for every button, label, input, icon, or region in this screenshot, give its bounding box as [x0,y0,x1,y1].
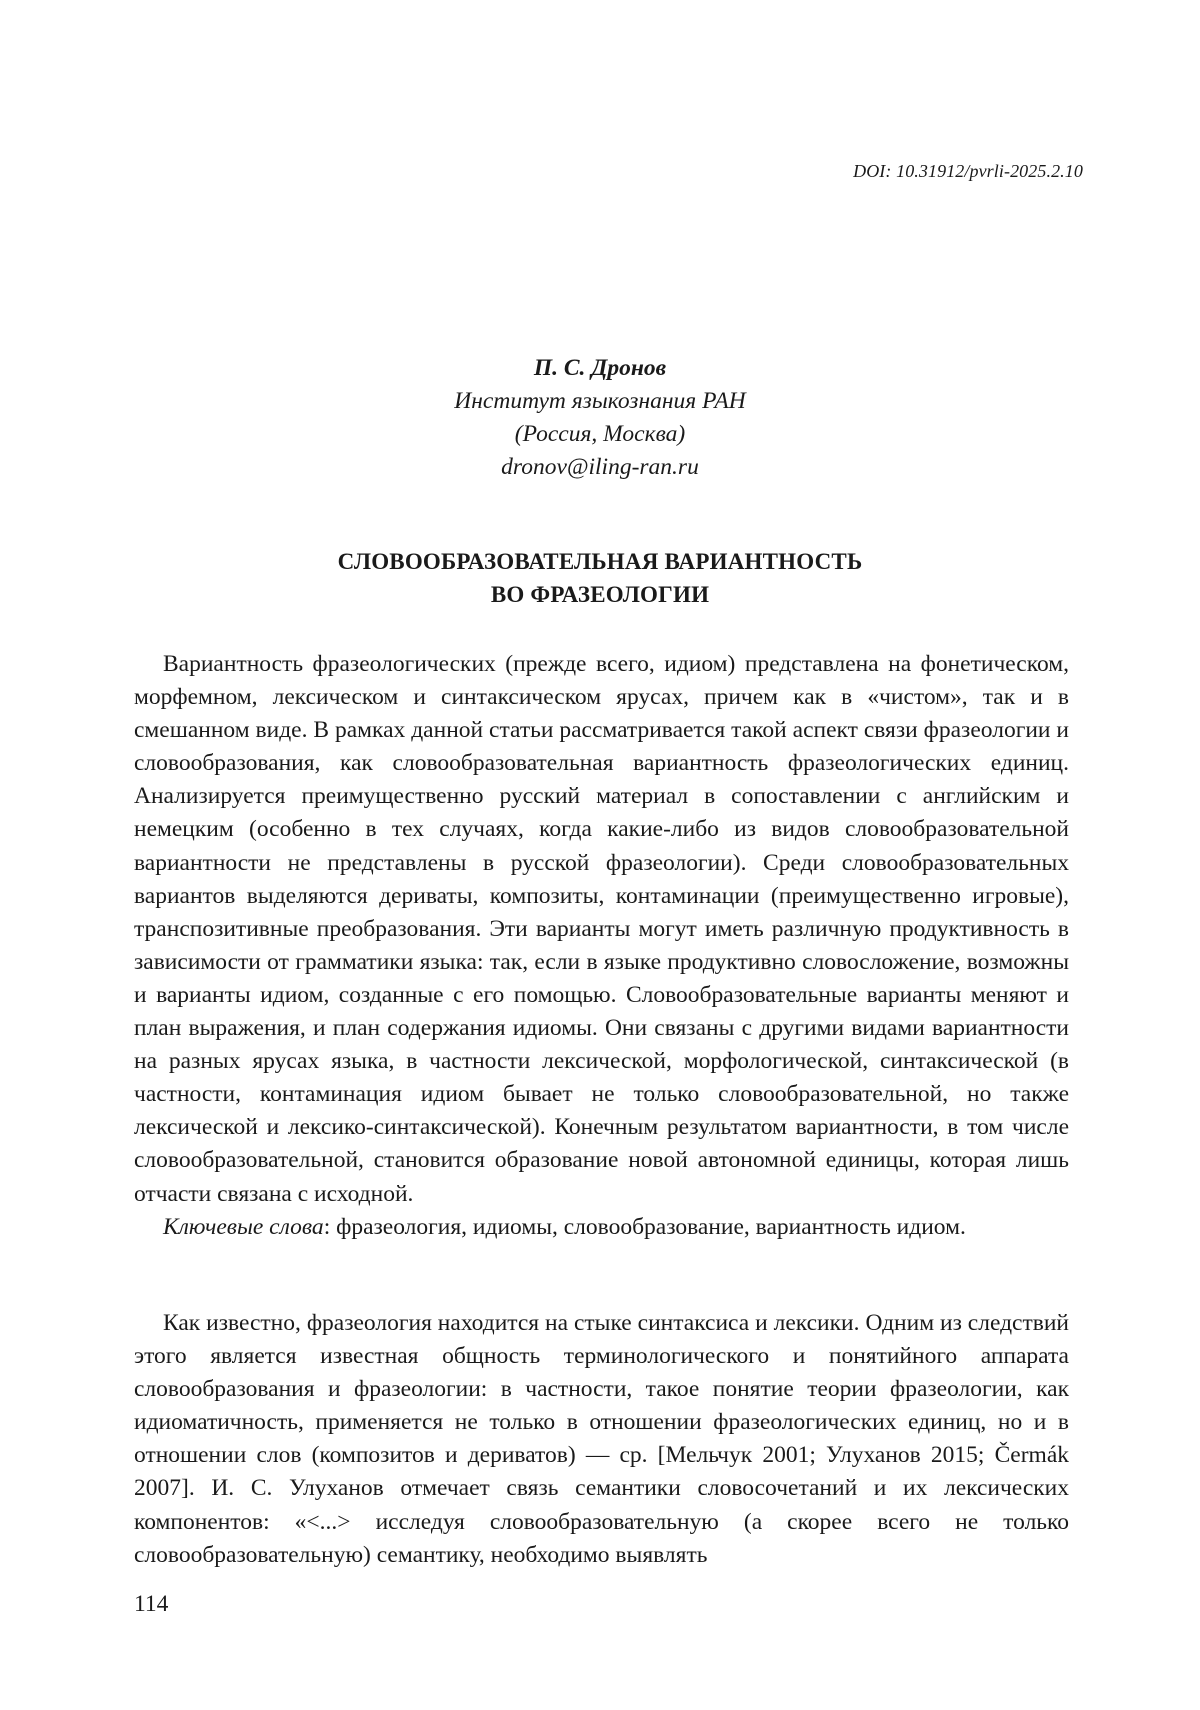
keywords-separator: : [323,1213,337,1240]
article-title-line-2: ВО ФРАЗЕОЛОГИИ [490,582,710,607]
doi-identifier[interactable]: DOI: 10.31912/pvrli-2025.2.10 [853,161,1083,181]
author-location: (Россия, Москва) [514,421,686,447]
keywords-text: фразеология, идиомы, словообразование, вариантность идиом. [336,1213,966,1240]
author-email[interactable]: dronov@iling-ran.ru [501,454,699,480]
page-number: 114 [134,1591,169,1617]
abstract-paragraph: Вариантность фразеологических (прежде всего, идиом) представлена на фонетическом, морфемном, лексическом и синтаксическом ярусах, причем как в «чистом», так и в смешанном виде. В рамках данной статьи рассматривается такой аспект связи фразеологии и словообразования, как словообразовательная вариантность фразеологических единиц. Анализируется преимущественно русский материал в сопоставлении с английским и немецким (особенно в тех случаях, когда какие-либо из видов словообразовательной вариантности не представлены в русской фразеологии). Среди словообразовательных вариантов выделяются дериваты, композиты, контаминации (преимущественно игровые), транспозитивные преобразования. Эти варианты могут иметь различную продуктивность в зависимости от грамматики языка: так, если в языке продуктивно словосложение, возможны и варианты идиом, созданные с его помощью. Словообразовательные варианты меняют и план выражения, и план содержания идиомы. Они связаны с другими видами вариантности на разных ярусах языка, в частности лексической, морфологической, синтаксической (в частности, контаминация идиом бывает не только словообразовательной, но также лексической и лексико-синтаксической). Конечным результатом вариантности, в том числе словообразовательной, становится образование новой автономной единицы, которая лишь отчасти связана с исходной. [134,651,1069,1207]
author-institution: Институт языкознания РАН [454,388,746,414]
keywords-label: Ключевые слова [163,1213,324,1240]
body-paragraph: Как известно, фразеология находится на стыке синтаксиса и лексики. Одним из следствий этого является известная общность терминологического и понятийного аппарата словообразования и фразеологии: в частности, такое понятие теории фразеологии, как идиоматичность, применяется не только в отношении фразеологических единиц, но и в отношении слов (композитов и дериватов) — ср. [Мельчук 2001; Улуханов 2015; Čermák 2007]. И. С. Улуханов отмечает связь семантики словосочетаний и их лексических компонентов: «<...> исследуя словообразовательную (а скорее всего не только словообразовательную) семантику, необходимо выявлять [134,1310,1069,1568]
article-title [0,545,1200,611]
author-block [0,352,1200,484]
body-text [134,1307,1069,1572]
abstract [134,648,1069,1244]
article-title-line-1: СЛОВООБРАЗОВАТЕЛЬНАЯ ВАРИАНТНОСТЬ [337,549,863,574]
keywords [134,1211,1069,1244]
author-name: П. С. Дронов [533,355,667,381]
